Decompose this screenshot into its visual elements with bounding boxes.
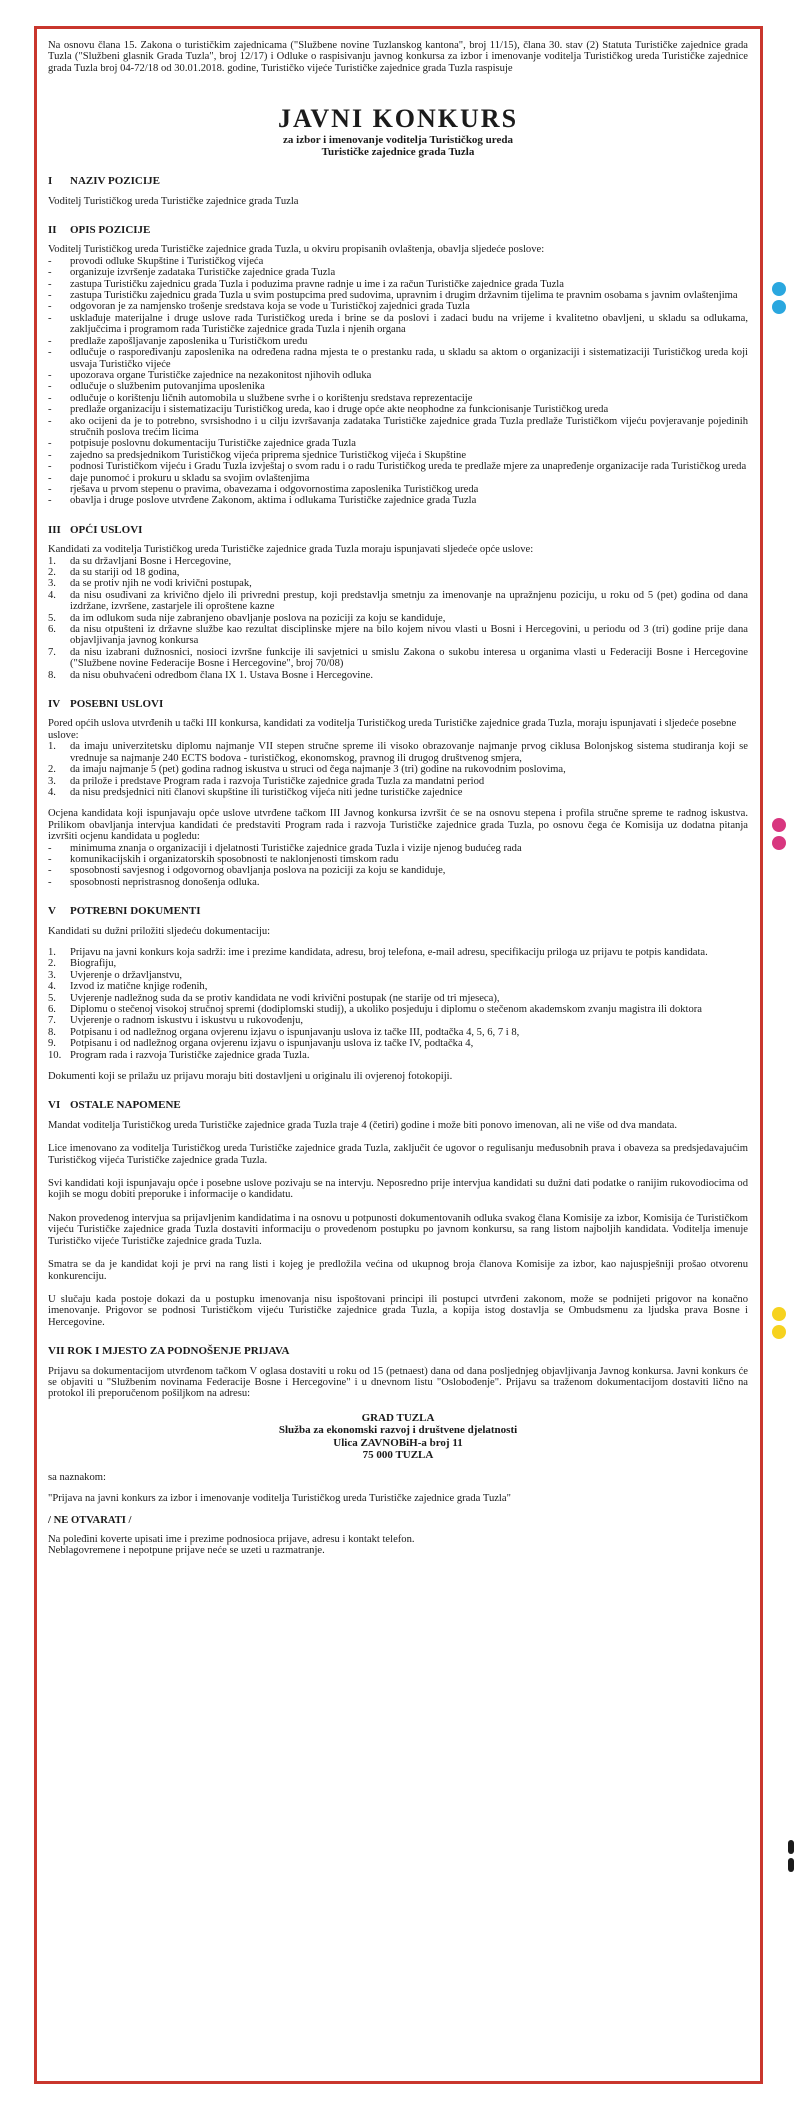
list-item: - obavlja i druge poslove utvrđene Zakonom, aktima i odlukama Turističke zajednice grada Tuzla bbox=[48, 495, 748, 506]
list-item: - odlučuje o korištenju ličnih automobila u službene svrhe i o korištenju sredstava reprezentacije bbox=[48, 393, 748, 404]
list-item: 1. da su državljani Bosne i Hercegovine, bbox=[48, 555, 232, 567]
list-item: 1. Prijavu na javni konkurs koja sadrži: ime i prezime kandidata, adresu, broj telefona, e-mail adresu, specifikaciju priloga uz prijavu te potpis kandidata. bbox=[48, 946, 708, 958]
section-heading-iii bbox=[48, 525, 748, 536]
evaluation-paragraph: Ocjena kandidata koji ispunjavaju opće uslove utvrđene tačkom III Javnog konkursa izvršit će se na osnovu stepena i profila stručne spreme te radnog iskustva. Prilikom obavljanja intervjua kandidati će predstaviti Program rada i razvoja Turističke zajednice grada Tuzla, po osnovu čega će Komisija uz dodatna pitanja izvršiti ocjenu kandidata u pogledu: bbox=[48, 808, 748, 843]
list-item: 5. Uvjerenje nadležnog suda da se protiv kandidata ne vodi krivični postupak (ne starije od tri mjeseca), bbox=[48, 992, 500, 1004]
position-name: Voditelj Turističkog ureda Turističke zajednice grada Tuzla bbox=[48, 195, 299, 207]
special-conditions-list bbox=[48, 741, 748, 798]
section-number: II bbox=[48, 224, 57, 237]
list-item: - predlaže zapošljavanje zaposlenika u Turističkom uredu bbox=[48, 336, 748, 347]
general-conditions-lead: Kandidati za voditelja Turističkog ureda Turističke zajednice grada Tuzla moraju ispunjavati sljedeće opće uslove: bbox=[48, 544, 534, 556]
section-heading-iv bbox=[48, 699, 748, 710]
final-note: Na poleđini koverte upisati ime i prezime podnosioca prijave, adresu i kontakt telefon. bbox=[48, 1533, 415, 1545]
section-title: OPĆI USLOVI bbox=[70, 523, 143, 536]
section-number: I bbox=[48, 175, 53, 188]
list-item: - odlučuje o raspoređivanju zaposlenika na određena radna mjesta te o prestanku rada, u skladu sa aktom o organizaciji i sistematizaciji Turističkog ureda koji usvaja Turističko vijeće bbox=[48, 347, 748, 370]
list-item: - sposobnosti savjesnog i odgovornog obavljanja poslova na poziciji za koju se kandiduje, bbox=[48, 865, 748, 876]
black-registration-mark-2 bbox=[788, 1858, 794, 1872]
section-title: POTREBNI DOKUMENTI bbox=[70, 905, 201, 918]
list-item: - upozorava organe Turističke zajednice na nezakonitost njihovih odluka bbox=[48, 370, 748, 381]
address-line: Služba za ekonomski razvoj i društvene djelatnosti bbox=[278, 1424, 518, 1437]
submission-address bbox=[48, 1412, 748, 1462]
duties-list bbox=[48, 256, 748, 507]
notice-subtitle-line-1: za izbor i imenovanje voditelja Turističkog ureda bbox=[283, 134, 513, 147]
section-number: VII bbox=[48, 1345, 65, 1358]
yellow-registration-mark-1 bbox=[772, 1307, 786, 1321]
list-item: - zajedno sa predsjednikom Turističkog vijeća priprema sjednice Turističkog vijeća i Skupštine bbox=[48, 450, 748, 461]
notice-content bbox=[48, 40, 748, 1557]
notes-paragraph: U slučaju kada postoje dokazi da u postupku imenovanja nisu ispoštovani principi ili postupci utvrđeni zakonom, može se podnijeti prigovor na konačno imenovanje. Prigovor se podnosi Turističkom vijeću Turističke zajednice grada Tuzla, a kopija istog dostavlja se Ombudsmenu za ljudska prava Bosne i Hercegovine. bbox=[48, 1293, 748, 1328]
list-item: 3. da se protiv njih ne vodi krivični postupak, bbox=[48, 578, 252, 590]
section-heading-i bbox=[48, 176, 748, 187]
section-title: OSTALE NAPOMENE bbox=[70, 1099, 181, 1112]
section-title: NAZIV POZICIJE bbox=[70, 175, 160, 188]
notes-paragraph: Lice imenovano za voditelja Turističkog ureda Turističke zajednice grada Tuzla, zaključit će ugovor o regulisanju međusobnih prava i obaveza sa predsjedavajućim Turističkog vijeća Turističke zajednice grada Tuzla. bbox=[48, 1143, 748, 1166]
section-heading-vi bbox=[48, 1100, 748, 1111]
list-item: 5. da im odlukom suda nije zabranjeno obavljanje poslova na poziciji za koju se kandiduje, bbox=[48, 612, 446, 624]
documents-lead: Kandidati su dužni priložiti sljedeću dokumentaciju: bbox=[48, 925, 271, 937]
list-item: 7. da nisu izabrani dužnosnici, nosioci izvršne funkcije ili savjetnici u smislu Zakona o sukobu interesa u organima vlasti u Federaciji Bosne i Hercegovine ("Službene novine Federacije Bosne i Hercegovine", broj 70/08) bbox=[48, 646, 748, 670]
section-number: III bbox=[48, 523, 61, 536]
list-item: 1. da imaju univerzitetsku diplomu najmanje VII stepen stručne spreme ili visoko obrazovanje najmanje prvog ciklusa Bolonjskog sistema studiranja koji se vrednuje sa najmanje 240 ECTS bodova - turističkog, ekonomskog, pravnog ili drugog društvenog smjera, bbox=[48, 741, 748, 764]
documents-closing: Dokumenti koji se prilažu uz prijavu moraju biti dostavljeni u originalu ili ovjerenoj fotokopiji. bbox=[48, 1071, 453, 1083]
section-title: POSEBNI USLOVI bbox=[70, 698, 164, 711]
list-item: 4. da nisu osuđivani za krivično djelo ili privredni prestup, koji predstavlja smetnju za imenovanje na upražnjenu poziciju, u roku od 5 (pet) godina od dana izdržane, izvršene, zastarjele ili oproštene kazne bbox=[48, 589, 748, 613]
list-item: - zastupa Turističku zajednicu grada Tuzla u svim postupcima pred sudovima, upravnim i drugim državnim tijelima te pravnim osobama s javnim ovlaštenjima bbox=[48, 290, 748, 301]
notice-subtitle-line-2: Turističke zajednice grada Tuzla bbox=[321, 146, 475, 159]
general-conditions-list bbox=[48, 556, 748, 681]
list-item: 4. da nisu predsjednici niti članovi skupštine ili turističkog vijeća niti jedne turističke zajednice bbox=[48, 786, 463, 798]
final-note: Neblagovremene i nepotpune prijave neće se uzeti u razmatranje. bbox=[48, 1545, 325, 1557]
position-description-lead: Voditelj Turističkog ureda Turističke zajednice grada Tuzla, u okviru propisanih ovlaštenja, obavlja sljedeće poslove: bbox=[48, 244, 545, 256]
envelope-marking-text: "Prijava na javni konkurs za izbor i imenovanje voditelja Turističkog ureda Turističke zajednice grada Tuzla" bbox=[48, 1493, 511, 1505]
cyan-registration-mark-1 bbox=[772, 282, 786, 296]
notes-paragraph: Nakon provedenog intervjua sa prijavljenim kandidatima i na osnovu u potpunosti dokumentovanih odluka svakog člana Komisije za izbor, Komisija će Turističkom vijeću Turističke zajednice grada Tuzla dostaviti informaciju o provedenom postupku po javnom konkursu, sa rang listom najboljih kandidata. Voditelja imenuje Turističko vijeće Turističke zajednice grada Tuzla. bbox=[48, 1212, 748, 1247]
list-item: - odlučuje o službenim putovanjima uposlenika bbox=[48, 381, 748, 392]
list-item: 8. da nisu obuhvaćeni odredbom člana IX 1. Ustava Bosne i Hercegovine. bbox=[48, 669, 374, 681]
section-title: OPIS POZICIJE bbox=[70, 224, 151, 237]
list-item: 6. Diplomu o stečenoj visokoj stručnoj spremi (dodiplomski studij), a ukoliko posjeduju i diplomu o stečenom akademskom zvanju magistra ili doktora bbox=[48, 1004, 703, 1015]
list-item: 3. Uvjerenje o državljanstvu, bbox=[48, 969, 183, 981]
list-item: - odgovoran je za namjensko trošenje sredstava koja se vode u Turističkoj zajednici grada Tuzla bbox=[48, 301, 748, 312]
notes-paragraph: Svi kandidati koji ispunjavaju opće i posebne uslove pozivaju se na intervju. Neposredno prije intervjua kandidati su dužni dati podatke o ranijim rukovodiocima od kojih se mogu dobiti preporuke i informacije o kandidatu. bbox=[48, 1178, 748, 1201]
do-not-open-label: / NE OTVARATI / bbox=[48, 1514, 132, 1526]
address-line: GRAD TUZLA bbox=[361, 1411, 435, 1424]
list-item: - potpisuje poslovnu dokumentaciju Turističke zajednice grada Tuzla bbox=[48, 438, 748, 449]
list-item: - sposobnosti nepristrasnog donošenja odluka. bbox=[48, 877, 748, 888]
intro-paragraph: Na osnovu člana 15. Zakona o turističkim zajednicama ("Službene novine Tuzlanskog kantona", broj 11/15), člana 30. stav (2) Statuta Turističke zajednice grada Tuzla ("Službeni glasnik Grada Tuzla", broj 12/17) i Odluke o raspisivanju javnog konkursa za izbor i imenovanje voditelja Turističkog ureda Turističke zajednice grada Tuzla broj 04-72/18 od 30.01.2018. godine, Turističko vijeće Turističke zajednice grada Tuzla raspisuje bbox=[48, 40, 748, 74]
list-item: - minimuma znanja o organizaciji i djelatnosti Turističke zajednice grada Tuzla i vizije njenog budućeg rada bbox=[48, 843, 748, 854]
notice-title: JAVNI KONKURS bbox=[277, 104, 519, 134]
list-item: - podnosi Turističkom vijeću i Gradu Tuzla izvještaj o svom radu i o radu Turističkog ureda te predlaže mjere za unapređenje organizacije rada Turističkog ureda bbox=[48, 461, 748, 472]
list-item: 2. Biografiju, bbox=[48, 958, 117, 970]
section-title: ROK I MJESTO ZA PODNOŠENJE PRIJAVA bbox=[67, 1345, 290, 1358]
list-item: - ako ocijeni da je to potrebno, svrsishodno i u cilju izvršavanja zadataka Turističke zajednice grada Tuzla predlaže Turističkom vijeću povjeravanje pojedinih stručnih poslova trećim licima bbox=[48, 416, 748, 439]
section-heading-vii bbox=[48, 1346, 748, 1357]
cyan-registration-mark-2 bbox=[772, 300, 786, 314]
list-item: - komunikacijskih i organizatorskih sposobnosti te naklonjenosti timskom radu bbox=[48, 854, 748, 865]
list-item: - predlaže organizaciju i sistematizaciju Turističkog ureda, kao i druge opće akte neophodne za funkcionisanje Turističkog ureda bbox=[48, 404, 748, 415]
address-line: 75 000 TUZLA bbox=[362, 1449, 434, 1462]
notes-paragraph: Mandat voditelja Turističkog ureda Turističke zajednice grada Tuzla traje 4 (četiri) godine i može biti ponovo imenovan, ali ne više od dva mandata. bbox=[48, 1119, 678, 1131]
magenta-registration-mark-2 bbox=[772, 836, 786, 850]
notes-paragraph: Smatra se da je kandidat koji je prvi na rang listi i kojeg je predložila većina od ukupnog broja članova Komisije za izbor, kao najuspješniji prošao otvorenu konkurenciju. bbox=[48, 1259, 748, 1282]
magenta-registration-mark-1 bbox=[772, 818, 786, 832]
evaluation-criteria-list bbox=[48, 843, 748, 889]
list-item: - usklađuje materijalne i druge uslove rada Turističkog ureda i brine se da poslovi i zadaci budu na vrijeme i kvalitetno obavljeni, u skladu sa odlukama, zaključcima i programom rada Turističke zajednice grada Tuzla i njenih organa bbox=[48, 313, 748, 336]
yellow-registration-mark-2 bbox=[772, 1325, 786, 1339]
list-item: 3. da prilože i predstave Program rada i razvoja Turističke zajednice grada Tuzla za mandatni period bbox=[48, 775, 485, 787]
section-heading-ii bbox=[48, 225, 748, 236]
required-documents-list bbox=[48, 947, 748, 1061]
envelope-marking-label: sa naznakom: bbox=[48, 1471, 106, 1483]
list-item: - zastupa Turističku zajednicu grada Tuzla i poduzima pravne radnje u ime i za račun Turističke zajednice grada Tuzla bbox=[48, 279, 748, 290]
list-item: - organizuje izvršenje zadataka Turističke zajednice grada Tuzla bbox=[48, 267, 748, 278]
list-item: 4. Izvod iz matične knjige rođenih, bbox=[48, 981, 208, 993]
list-item: 2. da imaju najmanje 5 (pet) godina radnog iskustva u struci od čega najmanje 3 (tri) godine na rukovodnim poslovima, bbox=[48, 764, 566, 776]
section-number: VI bbox=[48, 1099, 61, 1112]
list-item: 6. da nisu otpušteni iz državne službe kao rezultat disciplinske mjere na bilo kojem nivou vlasti u Bosni i Hercegovini, u periodu od 3 (tri) godine prije dana objavljivanja javnog konkursa bbox=[48, 624, 748, 647]
list-item: 10. Program rada i razvoja Turističke zajednice grada Tuzla. bbox=[48, 1049, 310, 1061]
section-number: V bbox=[48, 905, 56, 918]
submission-paragraph: Prijavu sa dokumentacijom utvrđenom tačkom V oglasa dostaviti u roku od 15 (petnaest) dana od dana posljednjeg objavljivanja Javnog konkursa. Javni konkurs će se objaviti u "Službenim novinama Federacije Bosne i Hercegovine" i u dnevnom listu "Oslobođenje". Prijavu sa traženom dokumentacijom dostaviti lično na protokol ili preporučenom pošiljkom na adresu: bbox=[48, 1365, 748, 1400]
list-item: - daje punomoć i prokuru u skladu sa svojim ovlaštenjima bbox=[48, 473, 748, 484]
address-line: Ulica ZAVNOBiH-a broj 11 bbox=[333, 1436, 463, 1449]
list-item: 9. Potpisanu i od nadležnog organa ovjerenu izjavu o ispunjavanju uslova iz tačke IV, podtačka 4, bbox=[48, 1038, 474, 1050]
section-heading-v bbox=[48, 906, 748, 917]
list-item: - rješava u prvom stepenu o pravima, obavezama i odgovornostima zaposlenika Turističkog ureda bbox=[48, 484, 748, 495]
list-item: 2. da su stariji od 18 godina, bbox=[48, 567, 180, 578]
black-registration-mark-1 bbox=[788, 1840, 794, 1854]
list-item: 8. Potpisanu i od nadležnog organa ovjerenu izjavu o ispunjavanju uslova iz tačke III, podtačka 4, 5, 6, 7 i 8, bbox=[48, 1026, 520, 1038]
section-number: IV bbox=[48, 698, 61, 711]
list-item: - provodi odluke Skupštine i Turističkog vijeća bbox=[48, 256, 748, 267]
special-conditions-lead: Pored općih uslova utvrđenih u tački III konkursa, kandidati za voditelja Turističkog ureda Turističke zajednice grada Tuzla, moraju ispunjavati i sljedeće posebne uslove: bbox=[48, 718, 737, 741]
list-item: 7. Uvjerenje o radnom iskustvu i iskustvu u rukovođenju, bbox=[48, 1015, 304, 1027]
